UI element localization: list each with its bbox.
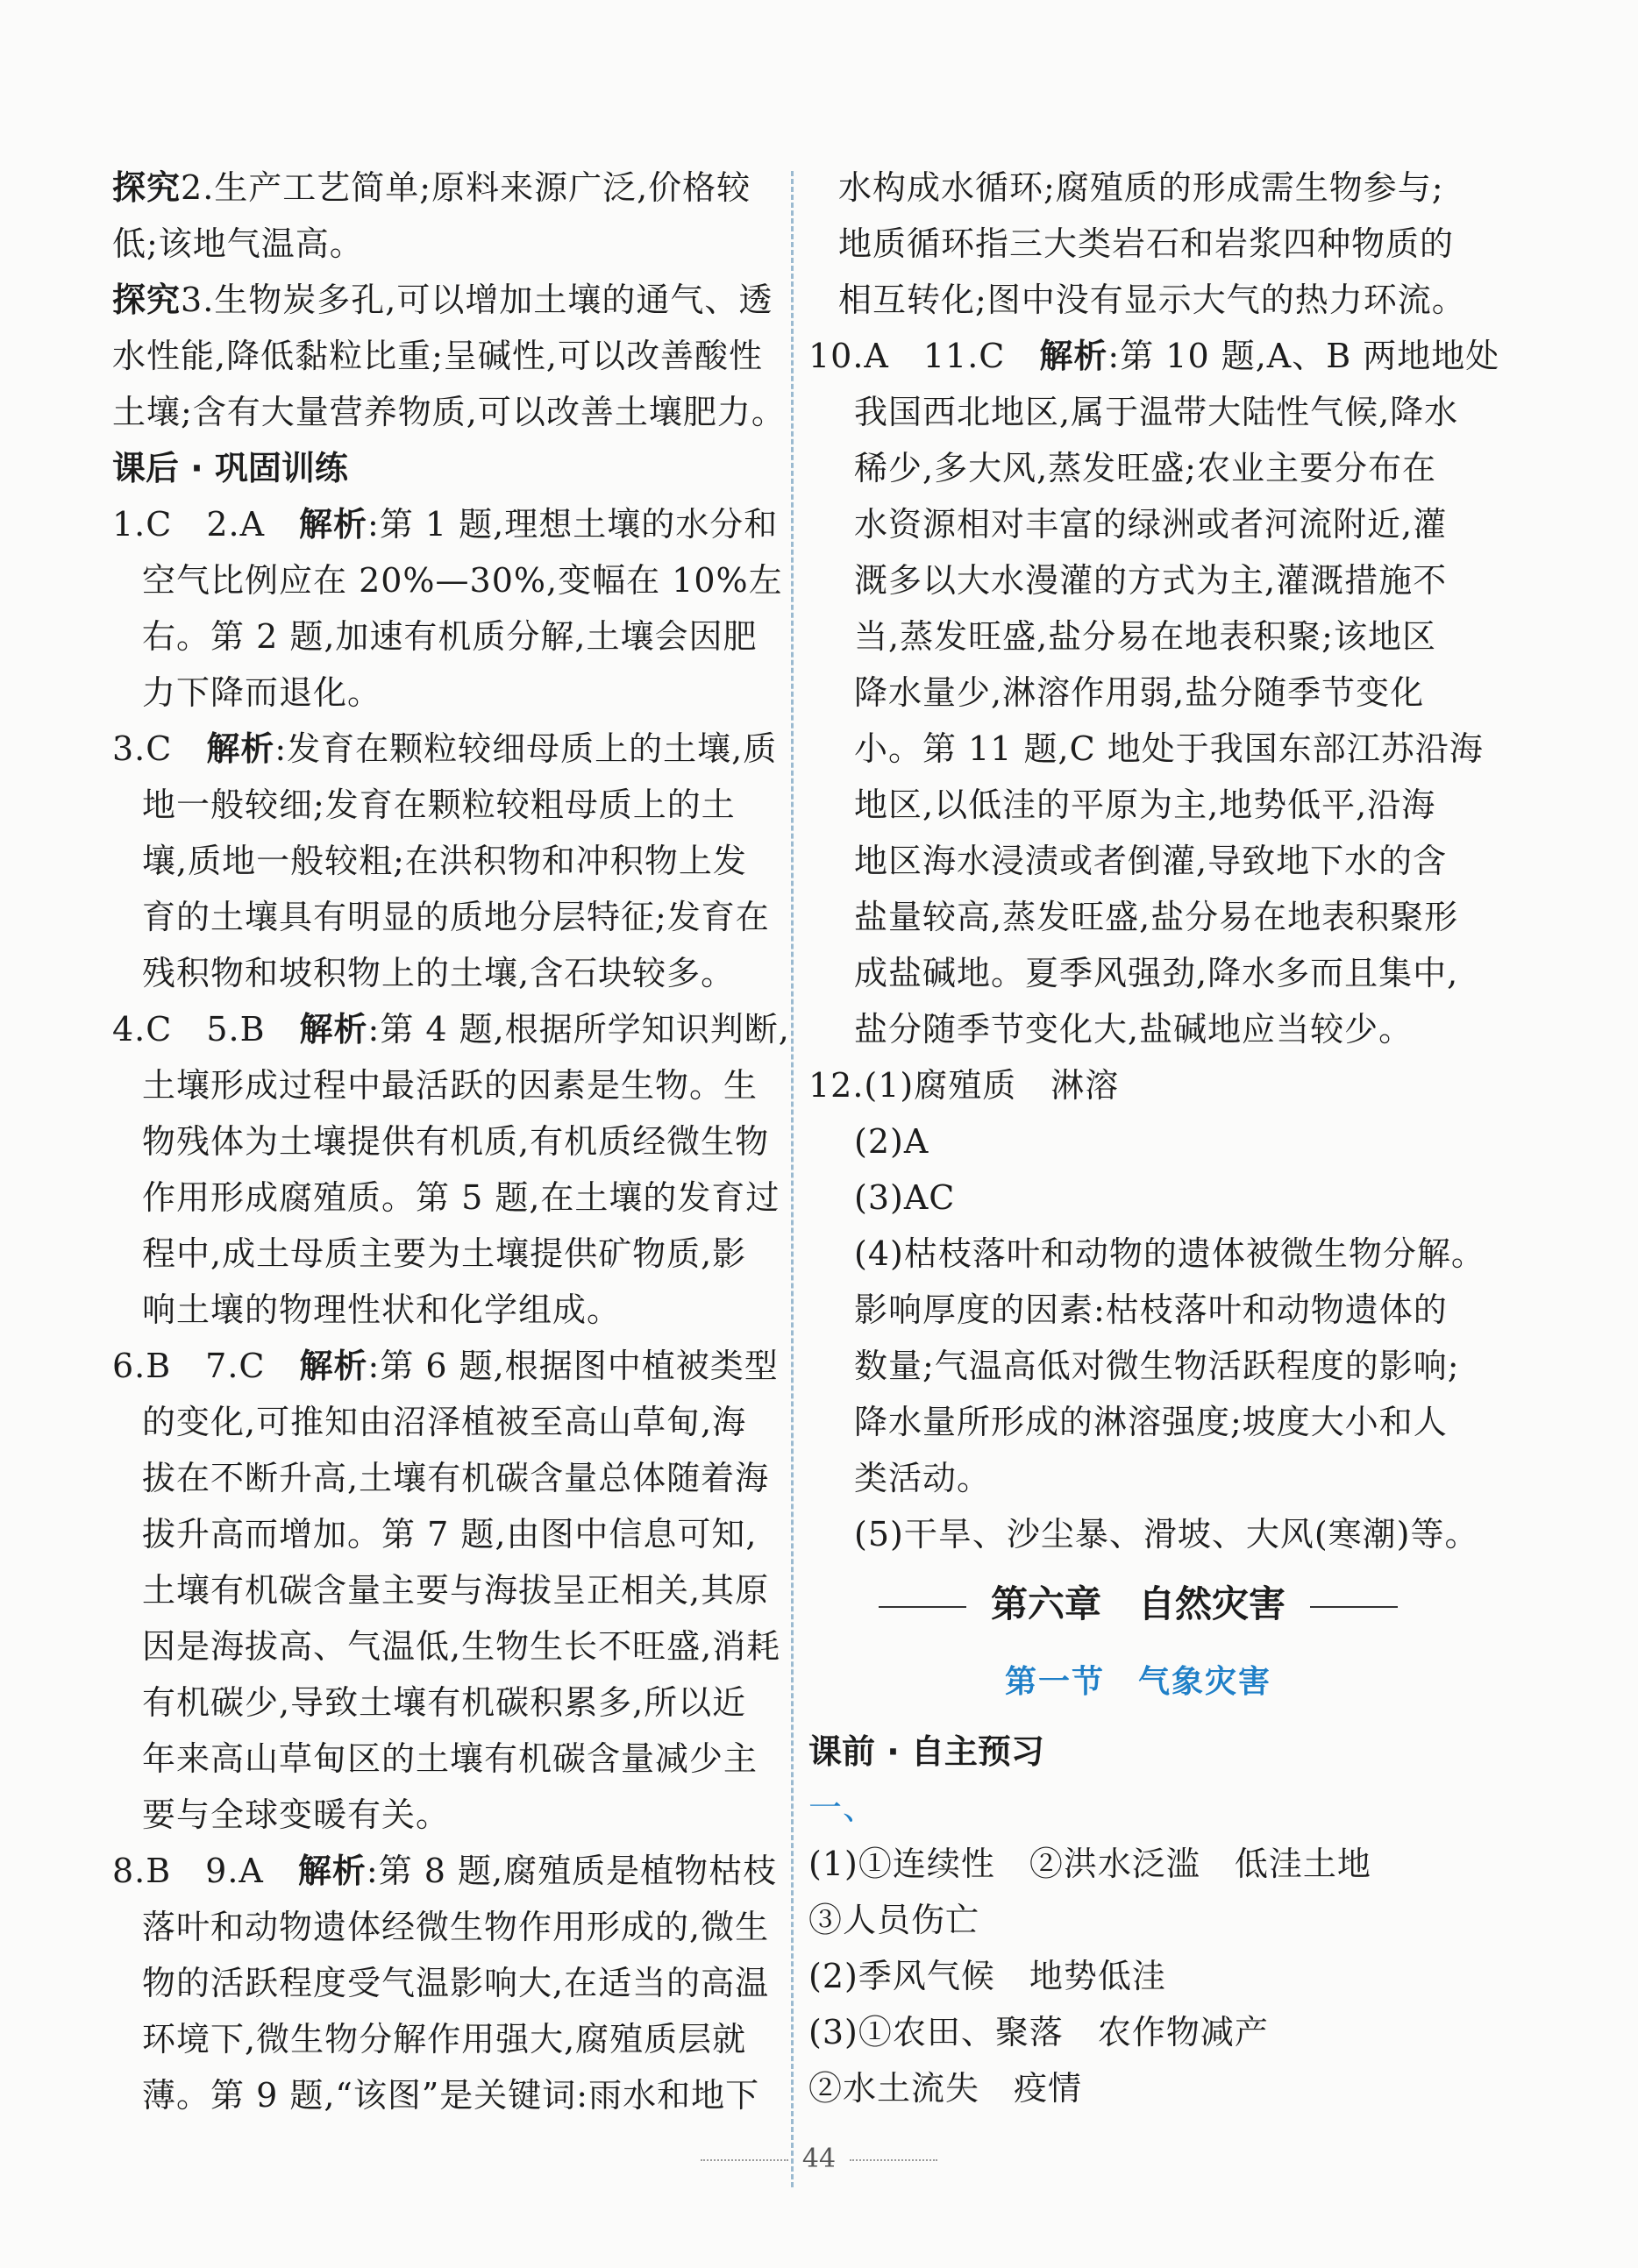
line-text: :第 8 题,腐殖质是植物枯枝 <box>366 1852 778 1890</box>
right-line <box>808 1338 1468 1394</box>
left-line <box>112 160 779 216</box>
left-line <box>112 1394 779 1450</box>
line-text: (2)A <box>854 1122 929 1161</box>
line-text: (4)枯枝落叶和动物的遗体被微生物分解。 <box>854 1234 1485 1273</box>
right-line <box>808 608 1468 665</box>
left-line <box>112 1562 779 1618</box>
preview-line: (2)季风气候 地势低洼 <box>808 1957 1166 1995</box>
footer-dots-left <box>701 2159 788 2161</box>
line-text: 当,蒸发旺盛,盐分易在地表积聚;该地区 <box>854 617 1436 656</box>
preview-number: 一、 <box>808 1788 878 1827</box>
left-line <box>112 2067 779 2123</box>
line-text: 相互转化;图中没有显示大气的热力环流。 <box>838 281 1466 319</box>
left-line <box>112 1226 779 1282</box>
line-text: (3)AC <box>854 1178 956 1217</box>
preview-lines <box>808 1836 1468 2116</box>
left-line <box>112 1170 779 1226</box>
right-line <box>808 1113 1468 1170</box>
label-bold: 探究 <box>112 168 182 207</box>
question-number: 1.C 2.A <box>112 505 300 544</box>
line-text: 盐量较高,蒸发旺盛,盐分易在地表积聚形 <box>854 898 1459 936</box>
line-text: 年来高山草甸区的土壤有机碳含量减少主 <box>142 1739 758 1778</box>
left-line <box>112 384 786 440</box>
line-text: 的变化,可推知由沼泽植被至高山草甸,海 <box>142 1403 747 1441</box>
left-line <box>112 1899 779 1955</box>
line-text: 稀少,多大风,蒸发旺盛;农业主要分布在 <box>854 449 1436 487</box>
line-text: 数量;气温高低对微生物活跃程度的影响; <box>854 1347 1460 1385</box>
left-line <box>112 721 779 777</box>
left-line <box>112 777 779 833</box>
line-text: 水性能,降低黏粒比重;呈碱性,可以改善酸性 <box>112 337 763 375</box>
right-line <box>808 721 1484 777</box>
left-line <box>112 889 779 945</box>
line-text: 右。第 2 题,加速有机质分解,土壤会因肥 <box>142 617 758 656</box>
line-text: 溉多以大水漫灌的方式为主,灌溉措施不 <box>854 561 1448 600</box>
left-line <box>112 833 779 889</box>
right-line <box>808 833 1468 889</box>
preview-line: (3)①农田、聚落 农作物减产 <box>808 2013 1269 2051</box>
left-line <box>112 665 779 721</box>
chapter-dash-left <box>879 1606 966 1608</box>
line-text: 土壤有机碳含量主要与海拔呈正相关,其原 <box>142 1571 770 1610</box>
right-line <box>808 889 1468 945</box>
right-line <box>808 160 1468 216</box>
line-text: :第 6 题,根据图中植被类型 <box>367 1347 779 1385</box>
line-text: :第 10 题,A、B 两地地处 <box>1107 337 1500 375</box>
line-text: 我国西北地区,属于温带大陆性气候,降水 <box>854 393 1459 431</box>
left-line <box>112 1506 779 1562</box>
left-line <box>112 945 779 1001</box>
line-text: 小。第 11 题,C 地处于我国东部江苏沿海 <box>854 729 1484 768</box>
line-text: 低;该地气温高。 <box>112 224 364 263</box>
left-line <box>112 216 779 272</box>
question-number: 10.A 11.C <box>808 337 1040 375</box>
right-line <box>808 1394 1468 1450</box>
line-text: 要与全球变暖有关。 <box>142 1795 451 1834</box>
line-text: 拔升高而增加。第 7 题,由图中信息可知, <box>142 1515 758 1553</box>
line-text: 物残体为土壤提供有机质,有机质经微生物 <box>142 1122 770 1161</box>
line-text: 地质循环指三大类岩石和岩浆四种物质的 <box>838 224 1455 263</box>
label-bold: 解析 <box>299 1347 368 1385</box>
right-line <box>808 552 1468 608</box>
right-line <box>808 216 1468 272</box>
line-text: 类活动。 <box>854 1459 992 1497</box>
question-number: 3.C <box>112 729 207 768</box>
line-text: 环境下,微生物分解作用强大,腐殖质层就 <box>142 2020 747 2058</box>
left-line <box>112 1001 790 1057</box>
left-line <box>112 1955 779 2011</box>
line-text: 地一般较细;发育在颗粒较粗母质上的土 <box>142 786 736 824</box>
right-answers <box>808 160 1500 1562</box>
line-text: 3.生物炭多孔,可以增加土壤的通气、透 <box>181 281 773 319</box>
line-text: 土壤形成过程中最活跃的因素是生物。生 <box>142 1066 758 1105</box>
left-line <box>112 552 783 608</box>
left-line <box>112 1282 779 1338</box>
right-line <box>808 1226 1485 1282</box>
line-text: 壤,质地一般较粗;在洪积物和冲积物上发 <box>142 842 747 880</box>
page-footer <box>0 2144 1638 2174</box>
question-number: 8.B 9.A <box>112 1852 298 1890</box>
left-column <box>112 160 790 2123</box>
left-line <box>112 2011 779 2067</box>
right-line <box>808 496 1468 552</box>
line-text: (5)干旱、沙尘暴、滑坡、大风(寒潮)等。 <box>854 1515 1479 1553</box>
line-text: :第 4 题,根据所学知识判断, <box>367 1010 790 1049</box>
line-text: 降水量少,淋溶作用弱,盐分随季节变化 <box>854 673 1425 712</box>
line-text: :第 1 题,理想土壤的水分和 <box>367 505 779 544</box>
line-text: 有机碳少,导致土壤有机碳积累多,所以近 <box>142 1683 747 1722</box>
column-divider <box>791 171 794 2187</box>
right-line <box>808 384 1468 440</box>
line-text: 12.(1)腐殖质 淋溶 <box>808 1066 1120 1105</box>
line-text: 薄。第 9 题,“该图”是关键词:雨水和地下 <box>142 2076 760 2115</box>
left-line <box>112 1057 779 1113</box>
left-line <box>112 1787 779 1843</box>
right-line <box>808 777 1468 833</box>
line-text: :发育在颗粒较细母质上的土壤,质 <box>274 729 778 768</box>
label-bold: 解析 <box>297 1852 367 1890</box>
left-line <box>112 1113 779 1170</box>
line-text: 拔在不断升高,土壤有机碳含量总体随着海 <box>142 1459 770 1497</box>
line-text: 落叶和动物遗体经微生物作用形成的,微生 <box>142 1908 770 1946</box>
line-text: 物的活跃程度受气温影响大,在适当的高温 <box>142 1964 770 2002</box>
left-line <box>112 1731 779 1787</box>
left-line <box>112 1843 779 1899</box>
line-text: 土壤;含有大量营养物质,可以改善土壤肥力。 <box>112 393 786 431</box>
question-number: 6.B 7.C <box>112 1347 300 1385</box>
left-line <box>112 1450 779 1506</box>
left-line <box>112 1674 779 1731</box>
line-text: 影响厚度的因素:枯枝落叶和动物遗体的 <box>854 1290 1448 1329</box>
line-text: 育的土壤具有明显的质地分层特征;发育在 <box>142 898 770 936</box>
preview-heading: 课前 · 自主预习 <box>808 1732 1044 1771</box>
left-line <box>112 1618 779 1674</box>
right-line <box>808 1450 1468 1506</box>
footer-dots-right <box>850 2159 937 2161</box>
chapter-dash-right <box>1310 1606 1398 1608</box>
left-line <box>112 1338 779 1394</box>
label-bold: 解析 <box>299 505 368 544</box>
preview-line: ②水土流失 疫情 <box>808 2069 1083 2108</box>
line-text: 作用形成腐殖质。第 5 题,在土壤的发育过 <box>142 1178 780 1217</box>
line-text: 降水量所形成的淋溶强度;坡度大小和人 <box>854 1403 1448 1441</box>
line-text: 盐分随季节变化大,盐碱地应当较少。 <box>854 1010 1414 1049</box>
line-text: 水资源相对丰富的绿洲或者河流附近,灌 <box>854 505 1448 544</box>
left-line <box>112 272 779 328</box>
right-line <box>808 945 1468 1001</box>
line-text: 2.生产工艺简单;原料来源广泛,价格较 <box>181 168 751 207</box>
left-line <box>112 328 779 384</box>
right-line <box>808 1506 1479 1562</box>
right-line <box>808 328 1500 384</box>
line-text: 残积物和坡积物上的土壤,含石块较多。 <box>142 954 736 992</box>
label-bold: 探究 <box>112 281 182 319</box>
left-line <box>112 496 779 552</box>
section-heading: 课后 · 巩固训练 <box>112 449 348 487</box>
page-number: 44 <box>801 2144 837 2174</box>
question-number: 4.C 5.B <box>112 1010 300 1049</box>
line-text: 成盐碱地。夏季风强劲,降水多而且集中, <box>854 954 1459 992</box>
right-line <box>808 1282 1468 1338</box>
right-line <box>808 1001 1468 1057</box>
right-line <box>808 665 1468 721</box>
line-text: 因是海拔高、气温低,生物生长不旺盛,消耗 <box>142 1627 781 1666</box>
label-bold: 解析 <box>206 729 275 768</box>
line-text: 地区,以低洼的平原为主,地势低平,沿海 <box>854 786 1436 824</box>
line-text: 响土壤的物理性状和化学组成。 <box>142 1290 622 1329</box>
preview-line: (1)①连续性 ②洪水泛滥 低洼土地 <box>808 1845 1371 1883</box>
line-text: 地区海水浸渍或者倒灌,导致地下水的含 <box>854 842 1448 880</box>
line-text: 水构成水循环;腐殖质的形成需生物参与; <box>838 168 1444 207</box>
section-title: 第一节 气象灾害 <box>1004 1663 1271 1700</box>
chapter-title: 第六章 自然灾害 <box>990 1582 1285 1625</box>
chapter-title-row <box>808 1569 1468 1639</box>
line-text: 力下降而退化。 <box>142 673 382 712</box>
right-line <box>808 1170 1468 1226</box>
right-line <box>808 1057 1468 1113</box>
line-text: 空气比例应在 20%—30%,变幅在 10%左 <box>142 561 783 600</box>
label-bold: 解析 <box>1039 337 1108 375</box>
line-text: 程中,成土母质主要为土壤提供矿物质,影 <box>142 1234 747 1273</box>
right-line <box>808 272 1468 328</box>
preview-line: ③人员伤亡 <box>808 1901 980 1939</box>
right-column <box>808 160 1500 2116</box>
right-line <box>808 440 1468 496</box>
label-bold: 解析 <box>299 1010 368 1049</box>
left-line <box>112 608 779 665</box>
